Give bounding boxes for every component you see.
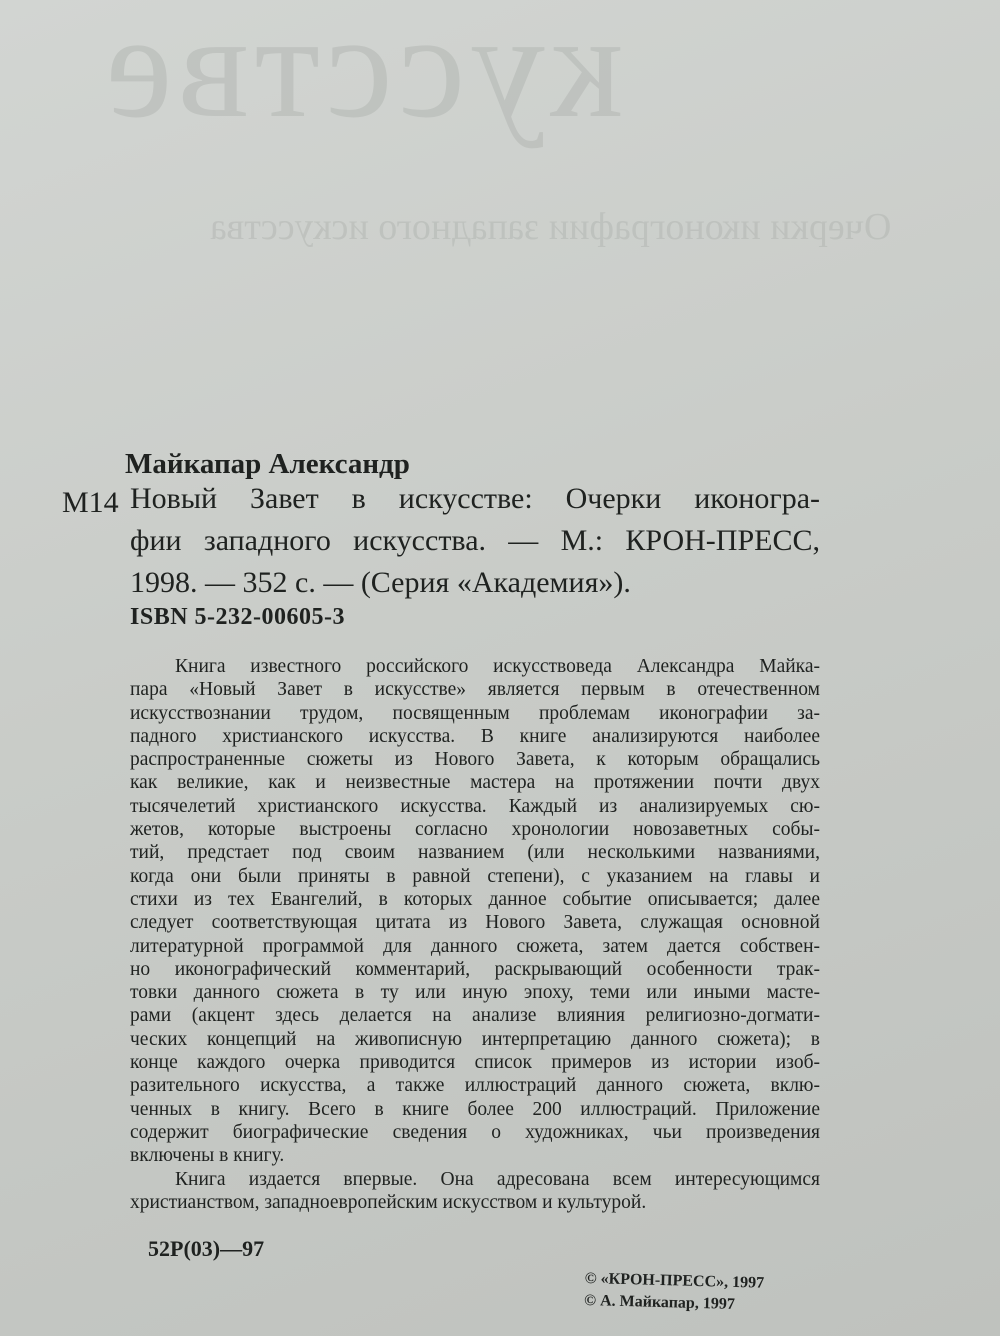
abstract-line: пара «Новый Завет в искусстве» является первым в отечественном — [130, 679, 820, 701]
abstract-line: ченных в книгу. Всего в книге более 200 иллюстраций. Приложение — [130, 1098, 820, 1120]
abstract-line: товки данного сюжета в ту или иную эпоху, теми или иными масте- — [130, 982, 820, 1004]
abstract-line: конце каждого очерка приводится список примеров из истории изоб- — [130, 1052, 820, 1074]
udc-code: 52Р(03)—97 — [148, 1236, 265, 1261]
abstract-line: падного христианского искусства. В книге анализируются наиболее — [130, 725, 820, 747]
abstract-line: когда они были приняты в равной степени), с указанием на главы и — [130, 865, 820, 887]
abstract-line: жетов, которые выстроены согласно хронологии новозаветных собы- — [130, 819, 820, 841]
abstract-line: включены в книгу. — [130, 1145, 285, 1167]
abstract — [130, 655, 820, 1214]
abstract-line: но иконографический комментарий, раскрывающий особенности трак- — [130, 958, 820, 980]
abstract-line: как великие, как и неизвестные мастера на протяжении почти двух — [130, 772, 820, 794]
author-name: Майкапар Александр — [125, 448, 410, 480]
abstract-line: следует соответствующая цитата из Нового Завета, служащая основной — [130, 912, 820, 934]
abstract-line: ческих концепций на живописную интерпретацию данного сюжета); в — [130, 1028, 820, 1050]
ghost-subtitle: Очерки иконографии западного искусства — [210, 206, 892, 248]
biblio-line: Новый Завет в искусстве: Очерки иконогра- — [130, 482, 820, 515]
abstract-line: Книга издается впервые. Она адресована всем интересующимся — [175, 1168, 820, 1190]
copyright-author: © А. Майкапар, 1997 — [583, 1291, 736, 1313]
abstract-line: содержит биографические сведения о художниках, чьи произведения — [130, 1121, 820, 1143]
abstract-line: тысячелетий христианского искусства. Каждый из анализируемых сю- — [130, 795, 820, 817]
abstract-line: тий, предстает под своим названием (или несколькими названиями, — [130, 842, 820, 864]
abstract-line: искусствознании трудом, посвященным проблемам иконографии за- — [130, 702, 820, 724]
bibliographic-description — [130, 478, 820, 604]
abstract-line: Книга известного российского искусствоведа Александра Майка- — [175, 656, 820, 677]
copyright-block — [584, 1268, 765, 1317]
catalog-code: М14 — [62, 486, 119, 519]
ghost-title: кусстве — [100, 0, 623, 149]
biblio-line: фии западного искусства. — М.: КРОН-ПРЕСС, — [130, 524, 820, 557]
copyright-publisher: © «КРОН-ПРЕСС», 1997 — [584, 1269, 765, 1292]
isbn: ISBN 5-232-00605-3 — [130, 604, 346, 630]
bleed-through-text — [80, 0, 1000, 320]
abstract-line: христианством, западноевропейским искусством и культурой. — [130, 1191, 647, 1213]
biblio-line: 1998. — 352 с. — (Серия «Академия»). — [130, 566, 631, 599]
abstract-line: литературной программой для данного сюжета, затем дается собствен- — [130, 935, 820, 957]
abstract-line: стихи из тех Евангелий, в которых данное событие описывается; далее — [130, 888, 820, 910]
abstract-line: разительного искусства, а также иллюстраций данного сюжета, вклю- — [130, 1075, 820, 1097]
abstract-line: распространенные сюжеты из Нового Завета, к которым обращались — [130, 749, 820, 771]
abstract-line: рами (акцент здесь делается на анализе влияния религиозно-догмати- — [130, 1005, 820, 1027]
